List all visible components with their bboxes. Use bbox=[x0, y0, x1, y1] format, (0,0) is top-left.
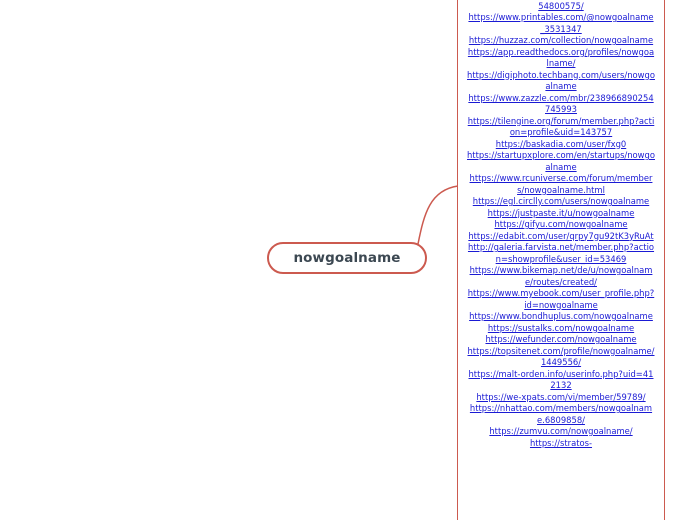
link-item[interactable]: https://www.bikemap.net/de/u/nowgoalname/routes/created/ bbox=[469, 265, 653, 287]
link-item[interactable]: https://baskadia.com/user/fxg0 bbox=[495, 138, 627, 149]
link-item[interactable]: https://we-xpats.com/vi/member/59789/ bbox=[476, 391, 646, 402]
branch-connector-line bbox=[418, 186, 458, 244]
link-item[interactable]: 54800575/ bbox=[538, 0, 584, 11]
link-item[interactable]: https://wefunder.com/nowgoalname bbox=[485, 334, 637, 344]
link-item[interactable]: http://galeria.farvista.net/member.php?action=showprofile&user_id=53469 bbox=[467, 242, 655, 264]
link-item[interactable]: https://www.zazzle.com/mbr/238966890254745993 bbox=[468, 92, 654, 114]
link-item[interactable]: https://justpaste.it/u/nowgoalname bbox=[487, 207, 635, 218]
link-item[interactable]: https://www.myebook.com/user_profile.php?id=nowgoalname bbox=[467, 288, 655, 310]
link-list-topic[interactable] bbox=[457, 0, 665, 520]
link-item[interactable]: https://egl.circlly.com/users/nowgoalname bbox=[472, 196, 650, 206]
link-list bbox=[467, 0, 655, 449]
link-item[interactable]: https://sustalks.com/nowgoalname bbox=[487, 322, 635, 333]
link-item[interactable]: https://zumvu.com/nowgoalname/ bbox=[489, 426, 633, 436]
link-item[interactable]: https://www.printables.com/@nowgoalname_3531347 bbox=[468, 12, 654, 34]
link-item[interactable]: https://edabit.com/user/qrpy7gu92tK3yRuAt bbox=[468, 230, 654, 241]
link-item[interactable]: https://nhattao.com/members/nowgoalname.6809858/ bbox=[469, 403, 653, 425]
link-item[interactable]: https://www.rcuniverse.com/forum/members/nowgoalname.html bbox=[469, 173, 653, 195]
link-item[interactable]: https://stratos- bbox=[529, 437, 593, 448]
link-item[interactable]: https://topsitenet.com/profile/nowgoalname/1449556/ bbox=[467, 345, 655, 367]
central-topic[interactable] bbox=[267, 242, 427, 274]
link-item[interactable]: https://app.readthedocs.org/profiles/nowgoalname/ bbox=[467, 46, 655, 68]
link-item[interactable]: https://malt-orden.info/userinfo.php?uid=412132 bbox=[468, 368, 654, 390]
link-item[interactable]: https://tilengine.org/forum/member.php?action=profile&uid=143757 bbox=[467, 115, 655, 137]
link-item[interactable]: https://huzzaz.com/collection/nowgoalname bbox=[468, 35, 654, 45]
central-topic-label: nowgoalname bbox=[293, 250, 401, 266]
link-item[interactable]: https://www.bondhuplus.com/nowgoalname bbox=[469, 311, 653, 321]
link-item[interactable]: https://startupxplore.com/en/startups/nowgoalname bbox=[467, 150, 655, 172]
link-item[interactable]: https://digiphoto.techbang.com/users/nowgoalname bbox=[467, 69, 655, 91]
link-item[interactable]: https://gifyu.com/nowgoalname bbox=[494, 219, 628, 229]
